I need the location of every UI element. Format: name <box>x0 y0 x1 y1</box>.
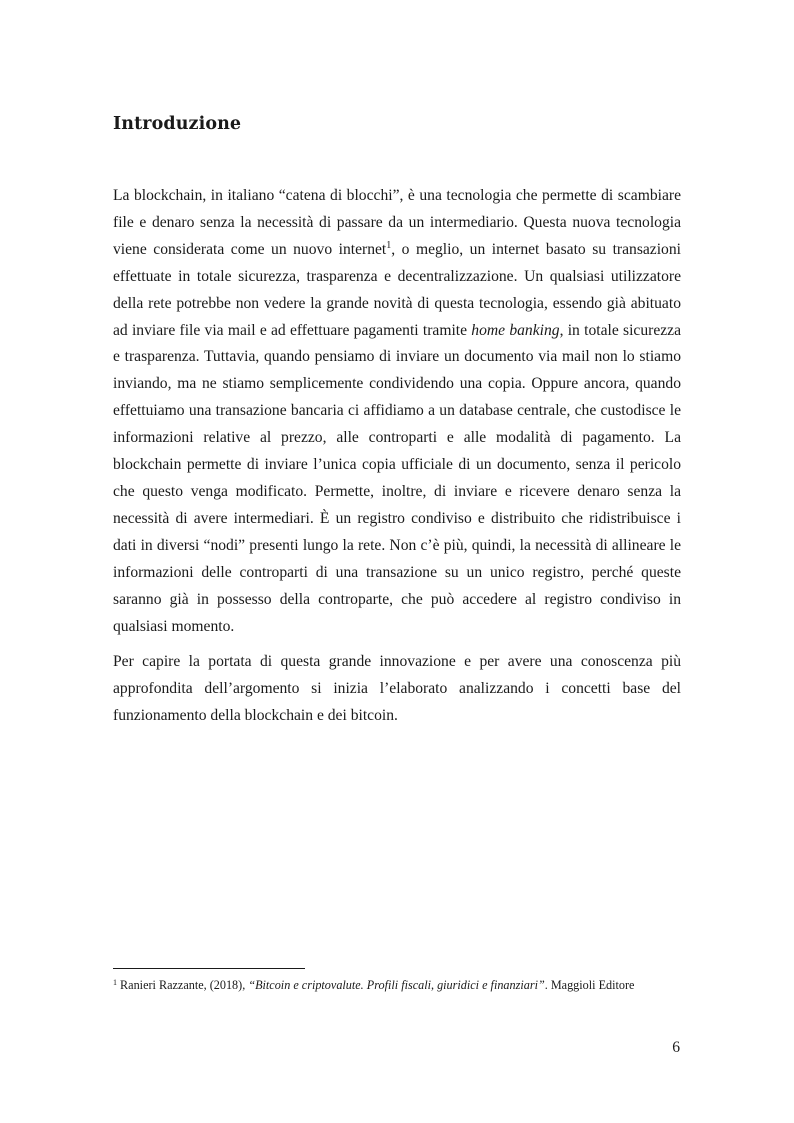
body-text <box>113 183 681 730</box>
footnote-marker: 1 <box>113 978 117 987</box>
page-number: 6 <box>672 1039 680 1056</box>
footnote-publisher: . Maggioli Editore <box>544 978 635 992</box>
paragraph-1-text-a: La blockchain, in italiano “catena di blocchi”, è una tecnologia che permette di scambiare file e denaro senza la necessità di passare da un intermediario. Questa nuova tecnologia viene considerata come un nuovo internet <box>113 187 681 258</box>
chapter-heading: Introduzione <box>113 114 242 134</box>
footnote <box>113 977 693 993</box>
footnote-separator <box>113 968 305 969</box>
paragraph-2: Per capire la portata di questa grande innovazione e per avere una conoscenza più approfondita dell’argomento si inizia l’elaborato analizzando i concetti base del funzionamento della blockchain e dei bitcoin. <box>113 653 681 725</box>
paragraph-1-text-c: , in totale sicurezza e trasparenza. Tuttavia, quando pensiamo di inviare un documento via mail non lo stiamo inviando, ma ne stiamo semplicemente condividendo una copia. Oppure ancora, quando effettuiamo una transazione bancaria ci affidiamo a un database centrale, che custodisce le informazioni relative al prezzo, alle controparti e alle modalità di pagamento. La blockchain permette di inviare l’unica copia ufficiale di un documento, senza il pericolo che questo venga modificato. Permette, inoltre, di inviare e ricevere denaro senza la necessità di avere intermediari. È un registro condiviso e distribuito che ridistribuisce i dati in diversi “nodi” presenti lungo la rete. Non c’è più, quindi, la necessità di allineare le informazioni delle controparti di una transazione su un unico registro, perché queste saranno già in possesso della controparte, che può accedere al registro condiviso in qualsiasi momento. <box>113 321 681 635</box>
paragraph-1-text-b: , o meglio, un internet basato su transazioni effettuate in totale sicurezza, trasparenza e decentralizzazione. Un qualsiasi utilizzatore della rete potrebbe non vedere la grande novità di questa tecnologia, essendo già abituato ad inviare file via mail e ad effettuare pagamenti tramite <box>113 240 681 339</box>
footnote-reference: 1 <box>386 239 392 251</box>
emphasis-home-banking: home banking <box>471 321 560 339</box>
footnote-author: Ranieri Razzante, (2018), <box>117 978 249 992</box>
footnote-title: “Bitcoin e criptovalute. Profili fiscali, giuridici e finanziari” <box>248 978 545 992</box>
paragraph-1 <box>113 183 681 640</box>
